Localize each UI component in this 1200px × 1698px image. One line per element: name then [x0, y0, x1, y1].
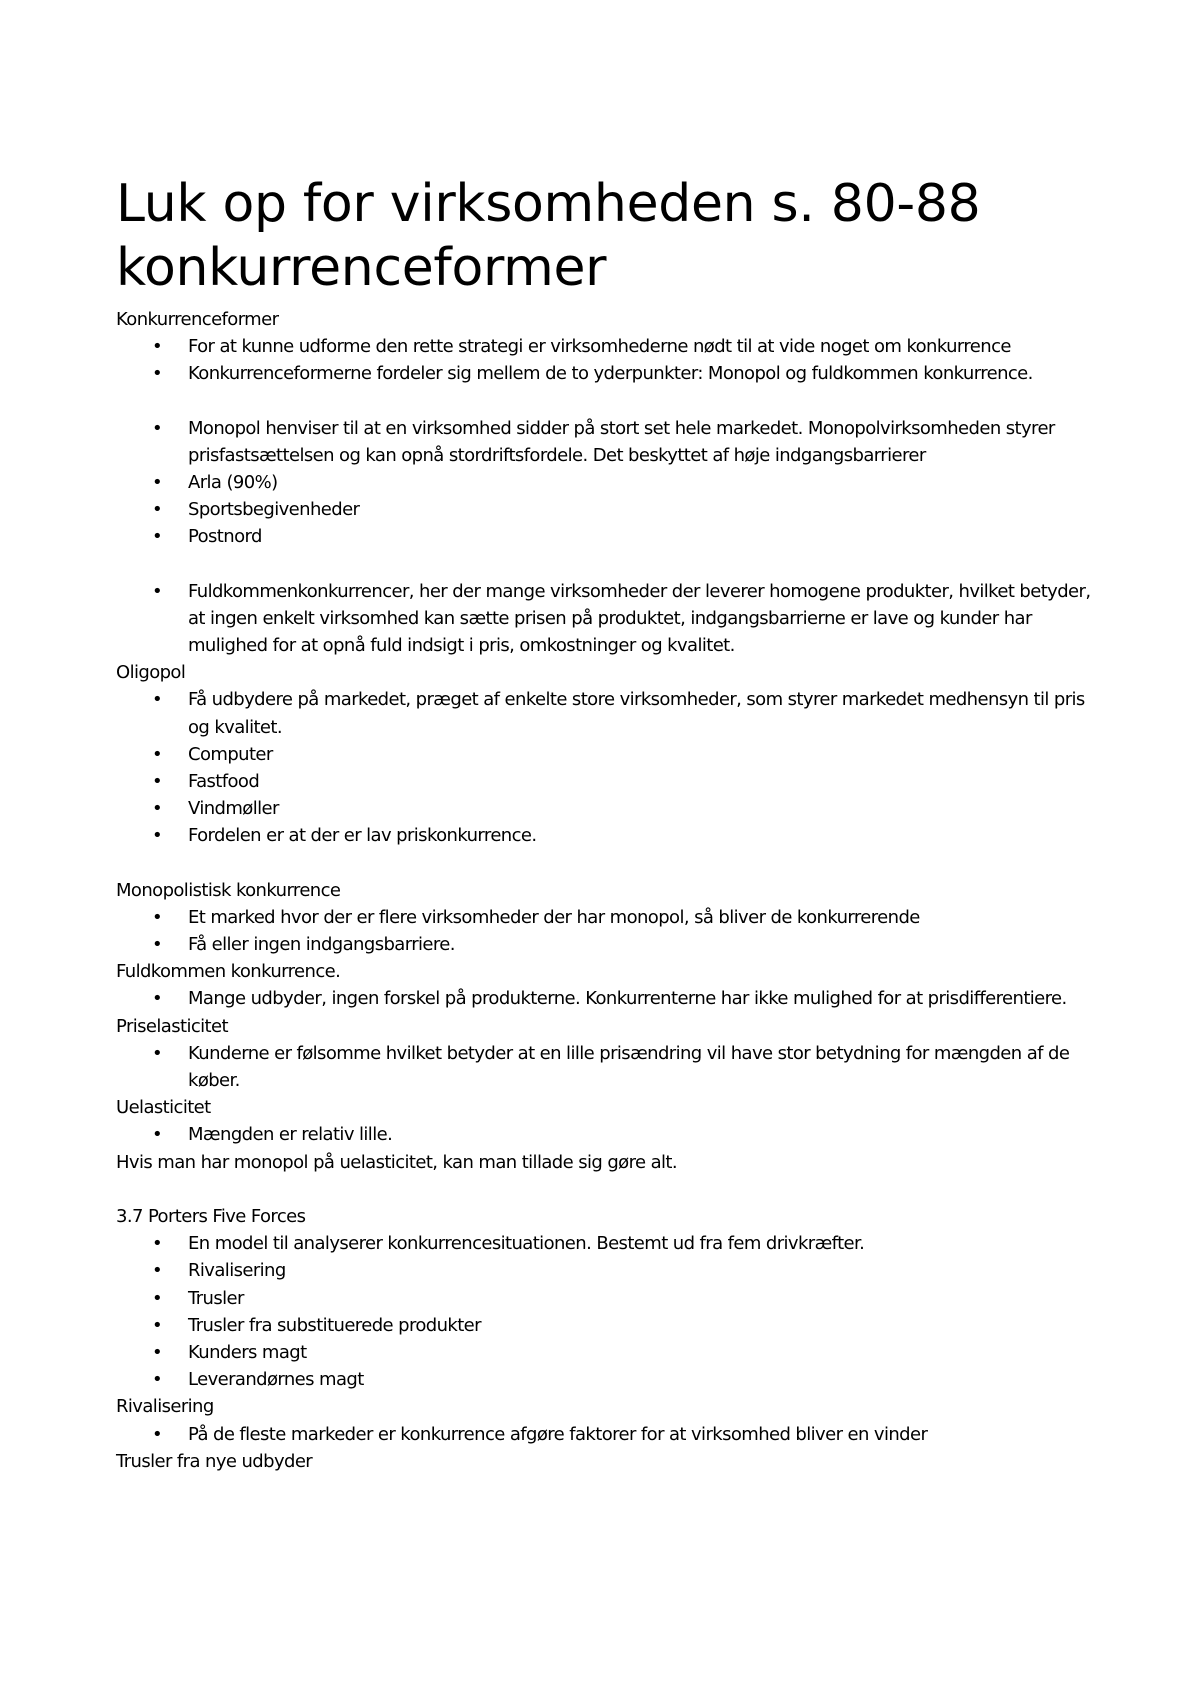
list-item: • Få eller ingen indgangsbarriere.: [188, 931, 1096, 958]
document-body: [116, 306, 1096, 1475]
list-item: • Arla (90%): [188, 469, 1096, 496]
bullet-list: [116, 686, 1096, 849]
bullet-list: [116, 1230, 1096, 1393]
bullet-list: [116, 1040, 1096, 1094]
list-item: • Mange udbyder, ingen forskel på produkterne. Konkurrenterne har ikke mulighed for at prisdifferentiere.: [188, 985, 1096, 1012]
list-item: • Postnord: [188, 523, 1096, 550]
section-heading: Monopolistisk konkurrence: [116, 879, 341, 901]
page-title: [116, 172, 1116, 300]
list-item: • Leverandørnes magt: [188, 1366, 1096, 1393]
list-item: • Mængden er relativ lille.: [188, 1121, 1096, 1148]
section-heading: Rivalisering: [116, 1396, 214, 1418]
section-heading: Uelasticitet: [116, 1097, 211, 1119]
section-heading: 3.7 Porters Five Forces: [116, 1205, 306, 1227]
bullet-list: [116, 1121, 1096, 1148]
list-item: • Kunders magt: [188, 1339, 1096, 1366]
section-heading: Fuldkommen konkurrence.: [116, 961, 341, 983]
section-heading: Konkurrenceformer: [116, 309, 279, 330]
list-item: • En model til analyserer konkurrencesituationen. Bestemt ud fra fem drivkræfter.: [188, 1230, 1096, 1257]
bullet-list: [116, 985, 1096, 1012]
list-item: • Kunderne er følsomme hvilket betyder at en lille prisændring vil have stor betydning for mængden af de køber.: [188, 1040, 1096, 1094]
title-line-2: konkurrenceformer: [116, 238, 607, 298]
list-item: • Konkurrenceformerne fordeler sig mellem de to yderpunkter: Monopol og fuldkommen konkurrence.: [188, 360, 1096, 387]
list-item: • Fastfood: [188, 768, 1096, 795]
list-item: • For at kunne udforme den rette strategi er virksomhederne nødt til at vide noget om konkurrence: [188, 333, 1096, 360]
section-heading: Oligopol: [116, 662, 186, 684]
section-heading: Priselasticitet: [116, 1015, 228, 1037]
list-item: • Trusler: [188, 1285, 1096, 1312]
list-item: • Fordelen er at der er lav priskonkurrence.: [188, 822, 1096, 849]
section-heading: Trusler fra nye udbyder: [116, 1450, 313, 1472]
bullet-list: [116, 1421, 1096, 1448]
bullet-list: [116, 333, 1096, 659]
list-item: • Computer: [188, 741, 1096, 768]
list-item: • Fuldkommenkonkurrencer, her der mange virksomheder der leverer homogene produkter, hvilket betyder, at ingen enkelt virksomhed kan sætte prisen på produktet, indgangsbarrierne er lave og kunder har mulighed for at opnå fuld indsigt i pris, omkostninger og kvalitet.: [188, 578, 1096, 660]
body-paragraph: Hvis man har monopol på uelasticitet, kan man tillade sig gøre alt.: [116, 1151, 677, 1173]
bullet-list: [116, 904, 1096, 958]
list-item: • Vindmøller: [188, 795, 1096, 822]
list-item: • Få udbydere på markedet, præget af enkelte store virksomheder, som styrer markedet medhensyn til pris og kvalitet.: [188, 686, 1096, 740]
list-item: • Et marked hvor der er flere virksomheder der har monopol, så bliver de konkurrerende: [188, 904, 1096, 931]
title-line-1: Luk op for virksomheden s. 80-88: [116, 174, 981, 234]
list-item: • Sportsbegivenheder: [188, 496, 1096, 523]
list-item: • Trusler fra substituerede produkter: [188, 1312, 1096, 1339]
list-item: • På de fleste markeder er konkurrence afgøre faktorer for at virksomhed bliver en vinder: [188, 1421, 1096, 1448]
list-item: • Monopol henviser til at en virksomhed sidder på stort set hele markedet. Monopolvirksomheden styrer prisfastsættelsen og kan opnå stordriftsfordele. Det beskyttet af høje indgangsbarrierer: [188, 415, 1096, 469]
list-item: • Rivalisering: [188, 1257, 1096, 1284]
